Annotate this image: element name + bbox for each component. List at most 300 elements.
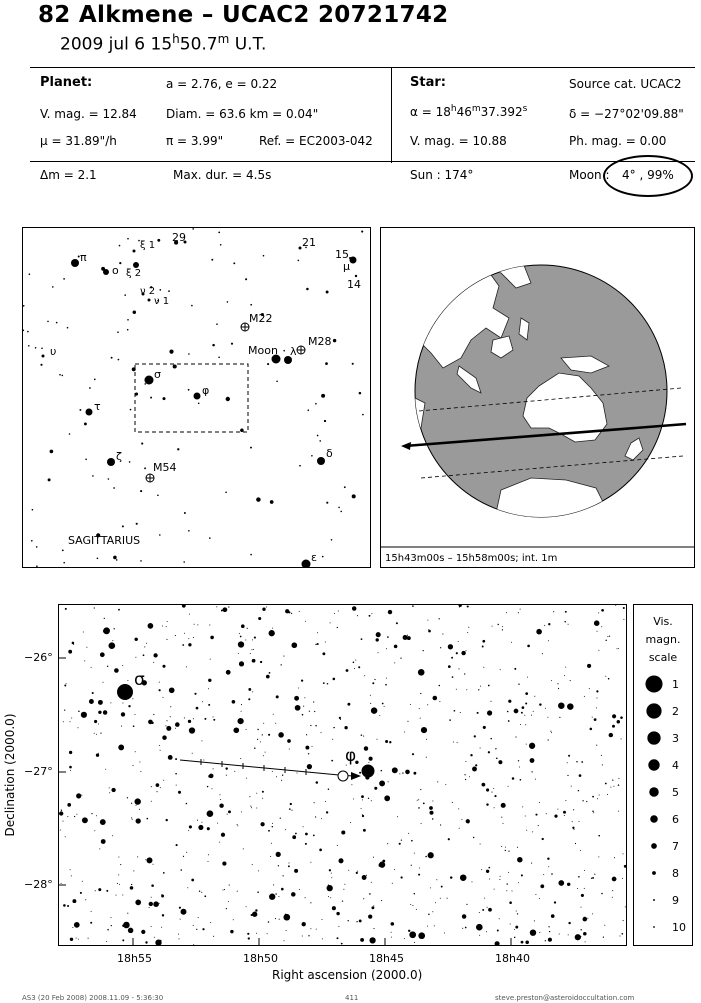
background-star [315, 644, 316, 645]
background-star [250, 447, 252, 449]
background-star [440, 824, 441, 825]
background-star [440, 898, 441, 899]
background-star [503, 823, 504, 824]
background-star [313, 835, 315, 837]
background-star [94, 720, 97, 723]
background-star [273, 714, 274, 715]
background-star [116, 895, 117, 896]
background-star [439, 701, 440, 702]
background-star [559, 934, 560, 935]
background-star [254, 748, 255, 749]
background-star [483, 667, 484, 668]
background-star [161, 927, 162, 928]
background-star [227, 301, 229, 303]
background-star [289, 749, 290, 750]
background-star [461, 819, 462, 820]
background-star [272, 771, 273, 772]
background-star [62, 821, 63, 822]
shadow-direction-arrow [401, 442, 411, 450]
background-star [250, 554, 252, 556]
moon-value: 4° , 99% [622, 168, 674, 182]
background-star [480, 747, 481, 748]
finder-chart-svg [23, 228, 370, 567]
label-xi1: ξ 1 [140, 240, 156, 251]
background-star [539, 932, 540, 933]
background-star [568, 624, 569, 625]
background-star [241, 711, 242, 712]
star-phmag: Ph. mag. = 0.00 [569, 134, 667, 148]
background-star [80, 892, 82, 894]
background-star [403, 635, 408, 640]
background-star [270, 856, 271, 857]
background-star [47, 321, 49, 323]
background-star [62, 375, 64, 377]
background-star [361, 734, 363, 736]
background-star [272, 628, 273, 629]
background-star [517, 847, 518, 848]
background-star [131, 884, 132, 885]
background-star [179, 938, 180, 939]
background-star [532, 831, 533, 832]
background-star [521, 874, 523, 876]
background-star [212, 788, 213, 789]
background-star [146, 643, 147, 644]
background-star [118, 874, 119, 875]
background-star [547, 857, 549, 859]
background-star [213, 936, 214, 937]
background-star [181, 869, 183, 871]
background-star [63, 721, 64, 722]
label-epsilon: ε [311, 551, 317, 564]
background-star [220, 794, 221, 795]
background-star [596, 690, 598, 692]
scale-label-6: 6 [672, 813, 679, 826]
background-star [533, 711, 534, 712]
footer-contact: steve.preston@asteroidoccultation.com [495, 994, 635, 1002]
background-star [72, 927, 73, 928]
background-star [448, 838, 450, 840]
background-star [399, 773, 400, 774]
background-star [414, 942, 415, 943]
star-chart [58, 604, 627, 946]
background-star [567, 762, 568, 763]
background-star [319, 849, 322, 852]
planet-heading: Planet: [40, 75, 93, 90]
background-star [428, 630, 431, 633]
background-star [68, 650, 72, 654]
background-star [162, 697, 163, 698]
magnitude-scale-svg [634, 605, 692, 945]
background-star [145, 941, 147, 943]
background-star [135, 900, 141, 906]
background-star [111, 917, 112, 918]
background-star [612, 779, 613, 780]
background-star [514, 709, 519, 714]
background-star [186, 666, 187, 667]
background-star [531, 771, 532, 772]
background-star [218, 356, 220, 358]
background-star [223, 607, 228, 612]
background-star [598, 612, 599, 613]
background-star [361, 638, 363, 640]
background-star [371, 800, 372, 801]
background-star [250, 653, 251, 654]
background-star [71, 718, 72, 719]
background-star [154, 937, 155, 938]
background-star [122, 525, 124, 527]
scale-dot-10 [653, 926, 655, 928]
background-star [408, 833, 409, 834]
background-star [466, 689, 467, 690]
background-star [144, 467, 146, 469]
background-star [567, 703, 573, 709]
background-star [306, 288, 309, 291]
background-star [269, 630, 275, 636]
background-star [83, 632, 84, 633]
background-star [118, 359, 120, 361]
background-star [226, 775, 227, 776]
background-star [471, 881, 472, 882]
finder-faint-stars [23, 228, 364, 567]
background-star [427, 704, 428, 705]
background-star [162, 914, 164, 916]
background-star [254, 637, 256, 639]
background-star [326, 502, 328, 504]
background-star [328, 896, 329, 897]
background-star [544, 625, 545, 626]
background-star [222, 862, 226, 866]
max-duration: Max. dur. = 4.5s [173, 168, 272, 182]
background-star [427, 926, 428, 927]
background-star [622, 878, 623, 879]
background-star [617, 720, 621, 724]
background-star [534, 696, 535, 697]
background-star [548, 739, 549, 740]
background-star [208, 854, 209, 855]
background-star [67, 816, 68, 817]
background-star [144, 646, 145, 647]
background-star [23, 330, 24, 332]
background-star [310, 725, 311, 726]
background-star [350, 822, 351, 823]
background-star [85, 899, 86, 900]
background-star [283, 914, 290, 921]
background-star [281, 780, 282, 781]
background-star [263, 255, 265, 257]
background-star [509, 901, 512, 904]
background-star [283, 656, 284, 657]
background-star [193, 944, 194, 945]
background-star [601, 893, 603, 895]
background-star [338, 611, 339, 612]
background-star [99, 848, 100, 849]
background-star [116, 559, 118, 561]
background-star [258, 870, 259, 871]
background-star [486, 788, 489, 791]
background-star [506, 890, 507, 891]
background-star [404, 938, 405, 939]
scale-dot-6 [650, 815, 658, 823]
background-star [418, 807, 420, 809]
background-star [363, 736, 364, 737]
background-star [480, 686, 481, 687]
background-star [98, 700, 103, 705]
label-xi2: ξ 2 [126, 268, 142, 279]
background-star [132, 765, 133, 766]
background-star [322, 652, 325, 655]
background-star [488, 867, 490, 869]
planet-diameter: Diam. = 63.6 km = 0.04" [166, 107, 319, 121]
background-star [594, 620, 600, 626]
background-star [344, 884, 345, 885]
background-star [466, 819, 470, 823]
background-star [135, 714, 136, 715]
delta-mag: Δm = 2.1 [40, 168, 97, 182]
table-divider [391, 67, 392, 163]
background-star [364, 675, 365, 676]
background-star [418, 669, 425, 676]
background-star [465, 650, 466, 651]
background-star [602, 764, 603, 765]
background-star [127, 680, 128, 681]
background-star [411, 865, 412, 866]
background-star [153, 653, 157, 657]
background-star [594, 874, 595, 875]
background-star [238, 641, 244, 647]
background-star [362, 414, 364, 416]
background-star [498, 760, 502, 764]
background-star [267, 363, 269, 365]
background-star [420, 693, 421, 694]
background-star [315, 816, 316, 817]
background-star [354, 668, 355, 669]
background-star [479, 912, 480, 913]
background-star [292, 835, 296, 839]
background-star [262, 734, 263, 735]
background-star [421, 727, 427, 733]
background-star [565, 611, 567, 613]
background-star [551, 914, 555, 918]
scale-dot-4 [648, 759, 659, 770]
background-star [76, 793, 81, 798]
constellation-name: SAGITTARIUS [68, 534, 141, 547]
background-star [565, 667, 566, 668]
background-star [583, 917, 588, 922]
background-star [548, 640, 549, 641]
background-star [483, 726, 486, 729]
background-star [557, 809, 558, 810]
background-star [620, 936, 621, 937]
star-omicron [103, 269, 109, 275]
background-star [492, 626, 493, 627]
background-star [412, 905, 413, 906]
star-pi [71, 259, 79, 267]
background-star [535, 814, 537, 816]
background-star [276, 776, 277, 777]
background-star [385, 684, 387, 686]
background-star [121, 712, 125, 716]
label-sigma-detail: σ [134, 670, 145, 690]
background-star [575, 843, 576, 844]
background-star [279, 919, 280, 920]
background-star [153, 864, 154, 865]
background-star [176, 785, 177, 786]
background-star [342, 900, 343, 901]
background-star [623, 619, 624, 620]
star-dec: δ = −27°02'09.88" [569, 107, 684, 121]
background-star [184, 512, 186, 514]
background-star [314, 802, 315, 803]
background-star [499, 879, 500, 880]
background-star [337, 627, 338, 628]
background-star [356, 921, 357, 922]
background-star [191, 879, 194, 882]
background-star [481, 869, 482, 870]
background-star [373, 928, 374, 929]
background-star [76, 814, 77, 815]
background-star [243, 848, 244, 849]
background-star [237, 891, 238, 892]
background-star [391, 932, 392, 933]
background-star [166, 726, 171, 731]
background-star [414, 853, 415, 854]
background-star [371, 906, 374, 909]
background-star [118, 609, 120, 611]
background-star [265, 752, 266, 753]
background-star [302, 714, 304, 716]
background-star [522, 706, 525, 709]
background-star [411, 840, 413, 842]
background-star [119, 262, 121, 264]
background-star [157, 239, 160, 242]
background-star [303, 706, 304, 707]
background-star [151, 786, 152, 787]
background-star [357, 615, 358, 616]
background-star [371, 707, 377, 713]
background-star [596, 707, 597, 708]
background-star [317, 435, 319, 437]
background-star [550, 731, 551, 732]
background-star [208, 679, 211, 682]
background-star [98, 711, 101, 714]
label-phi-detail: φ [345, 746, 357, 766]
background-star [98, 723, 99, 724]
background-star [188, 530, 190, 532]
background-star [520, 609, 521, 610]
background-star [257, 739, 258, 740]
magnitude-scale [633, 604, 693, 946]
background-star [567, 883, 570, 886]
background-star [252, 691, 253, 692]
background-star [539, 898, 540, 899]
background-star [482, 783, 486, 787]
background-star [352, 606, 357, 611]
background-star [204, 718, 206, 720]
background-star [159, 289, 161, 291]
background-star [107, 666, 108, 667]
background-star [581, 761, 583, 763]
background-star [489, 879, 490, 880]
background-star [389, 741, 391, 743]
background-star [135, 751, 136, 752]
background-star [374, 679, 375, 680]
background-star [219, 842, 220, 843]
background-star [111, 925, 112, 926]
background-star [605, 640, 606, 641]
background-star [514, 937, 515, 938]
background-star [605, 676, 606, 677]
background-star [558, 702, 565, 709]
background-star [291, 892, 296, 897]
background-star [208, 688, 209, 689]
background-star [608, 678, 610, 680]
background-star [112, 640, 113, 641]
background-star [270, 500, 274, 504]
background-star [166, 626, 167, 627]
background-star [435, 902, 436, 903]
background-star [74, 816, 75, 817]
background-star [141, 443, 143, 445]
background-star [469, 776, 470, 777]
background-star [502, 626, 503, 627]
background-star [272, 826, 273, 827]
background-star [216, 323, 218, 325]
background-star [484, 898, 485, 899]
background-star [337, 937, 339, 939]
background-star [199, 890, 200, 891]
background-star [113, 487, 115, 489]
background-star [202, 928, 204, 930]
background-star [148, 623, 154, 629]
background-star [510, 923, 511, 924]
background-star [459, 606, 460, 607]
background-star [169, 350, 173, 354]
background-star [271, 843, 272, 844]
background-star [407, 635, 408, 636]
background-star [497, 930, 499, 932]
background-star [103, 627, 110, 634]
background-star [500, 876, 501, 877]
background-star [525, 724, 526, 725]
background-star [333, 727, 334, 728]
background-star [246, 906, 247, 907]
background-star [615, 605, 616, 606]
scale-title-1: Vis. [653, 615, 673, 628]
background-star [233, 727, 239, 733]
background-star [587, 918, 588, 919]
background-star [428, 852, 434, 858]
background-star [495, 748, 496, 749]
background-star [109, 787, 110, 788]
background-star [525, 941, 529, 945]
background-star [64, 685, 66, 687]
background-star [263, 755, 264, 756]
background-star [419, 868, 420, 869]
background-star [262, 791, 264, 793]
background-star [592, 913, 593, 914]
background-star [307, 764, 312, 769]
background-star [379, 715, 380, 716]
background-star [71, 875, 72, 876]
background-star [357, 871, 358, 872]
background-star [27, 331, 29, 333]
background-star [74, 922, 80, 928]
background-star [262, 798, 263, 799]
moon-highlight-ellipse [603, 155, 693, 197]
background-star [56, 322, 58, 324]
ra-tick-label-1850: 18h50 [243, 952, 278, 965]
background-star [394, 645, 398, 649]
